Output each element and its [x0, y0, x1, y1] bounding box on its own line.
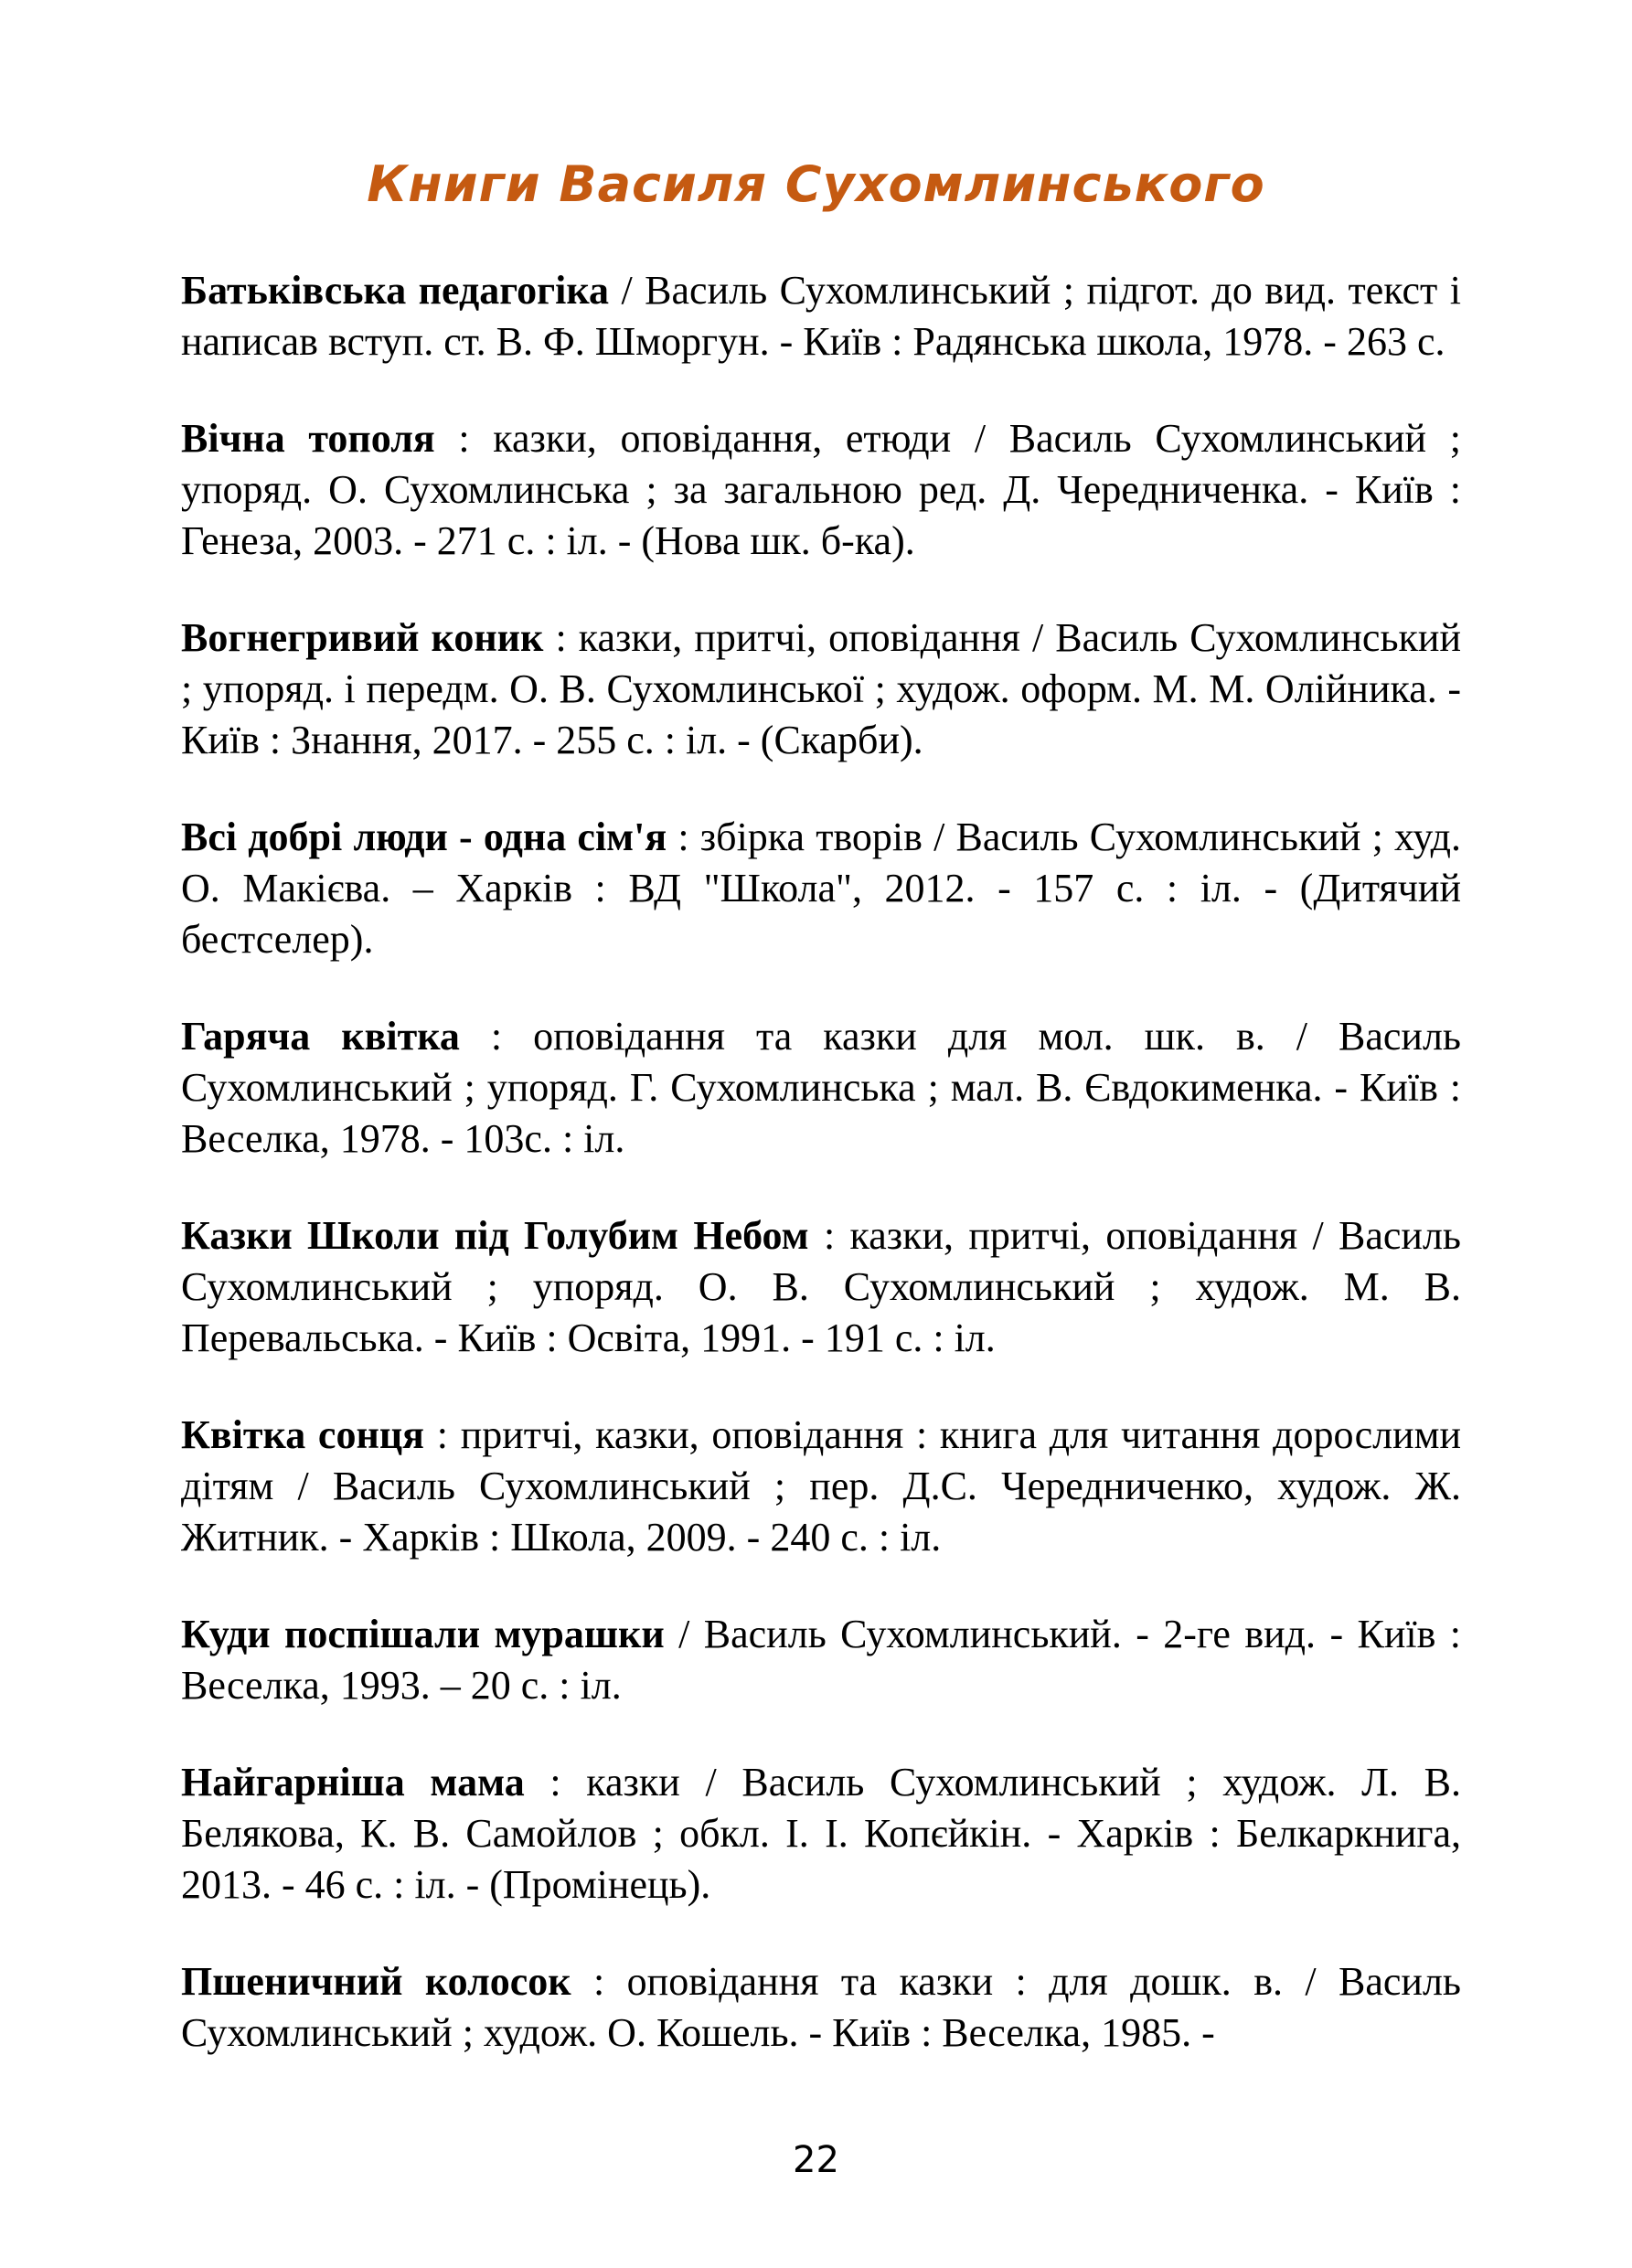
page-title: Книги Василя Сухомлинського: [367, 155, 1265, 213]
entry-details: : казки, притчі, оповідання / Василь Сухомлинський ; упоряд. і передм. О. В. Сухомлинської ; худож. оформ. М. М. Олійника. - Київ : Знання, 2017. - 255 с. : іл. - (Скарби).: [181, 615, 1461, 762]
entry-title: Пшеничний колосок: [181, 1959, 571, 2004]
entry-details: : притчі, казки, оповідання : книга для читання дорослими дітям / Василь Сухомлинський ; пер. Д.С. Чередниченко, худож. Ж. Житник. - Харків : Школа, 2009. - 240 с. : іл.: [181, 1412, 1461, 1560]
entry-title: Куди поспішали мурашки: [181, 1612, 665, 1656]
bibliography-entry: [181, 1410, 1461, 1563]
entry-details: : казки, притчі, оповідання / Василь Сухомлинський ; упоряд. О. В. Сухомлинський ; худож. М. В. Перевальська. - Київ : Освіта, 1991. - 191 с. : іл.: [181, 1213, 1461, 1360]
bibliography-entry: [181, 413, 1461, 567]
entry-title: Батьківська педагогіка: [181, 268, 609, 313]
bibliography-entry: [181, 612, 1461, 766]
entry-details: : оповідання та казки : для дошк. в. / Василь Сухомлинський ; худож. О. Кошель. - Київ : Веселка, 1985. -: [181, 1959, 1461, 2055]
entry-title: Вічна тополя: [181, 416, 435, 461]
entry-title: Всі добрі люди - одна сім'я: [181, 815, 667, 859]
bibliography-entry: [181, 1011, 1461, 1165]
entry-details: : збірка творів / Василь Сухомлинський ; худ. О. Макієва. – Харків : ВД "Школа", 2012. - 157 с. : іл. - (Дитячий бестселер).: [181, 815, 1461, 962]
entry-title: Квітка сонця: [181, 1412, 424, 1457]
entry-title: Вогнегривий коник: [181, 615, 544, 660]
entry-details: / Василь Сухомлинський. - 2-ге вид. - Київ : Веселка, 1993. – 20 с. : іл.: [181, 1612, 1462, 1708]
bibliography-entry: [181, 1757, 1461, 1911]
entry-title: Гаряча квітка: [181, 1014, 460, 1059]
bibliography-entry: [181, 1609, 1461, 1711]
bibliography-list: [181, 265, 1461, 2104]
entry-title: Найгарніша мама: [181, 1760, 525, 1805]
bibliography-entry: [181, 265, 1461, 367]
entry-details: : казки / Василь Сухомлинський ; худож. Л. В. Белякова, К. В. Самойлов ; обкл. І. І. Копєйкін. - Харків : Белкаркнига, 2013. - 46 с. : іл. - (Промінець).: [181, 1760, 1461, 1907]
page-number: 22: [793, 2139, 839, 2181]
entry-details: / Василь Сухомлинський ; підгот. до вид. текст і написав вступ. ст. В. Ф. Шморгун. - Київ : Радянська школа, 1978. - 263 с.: [181, 268, 1461, 364]
entry-title: Казки Школи під Голубим Небом: [181, 1213, 809, 1258]
entry-details: : оповідання та казки для мол. шк. в. / Василь Сухомлинський ; упоряд. Г. Сухомлинська ; мал. В. Євдокименка. - Київ : Веселка, 1978. - 103с. : іл.: [181, 1014, 1461, 1161]
bibliography-entry: [181, 812, 1461, 965]
bibliography-entry: [181, 1210, 1461, 1364]
entry-details: : казки, оповідання, етюди / Василь Сухомлинський ; упоряд. О. Сухомлинська ; за загальною ред. Д. Чередниченка. - Київ : Генеза, 2003. - 271 с. : іл. - (Нова шк. б-ка).: [181, 416, 1461, 563]
bibliography-entry: [181, 1956, 1461, 2059]
